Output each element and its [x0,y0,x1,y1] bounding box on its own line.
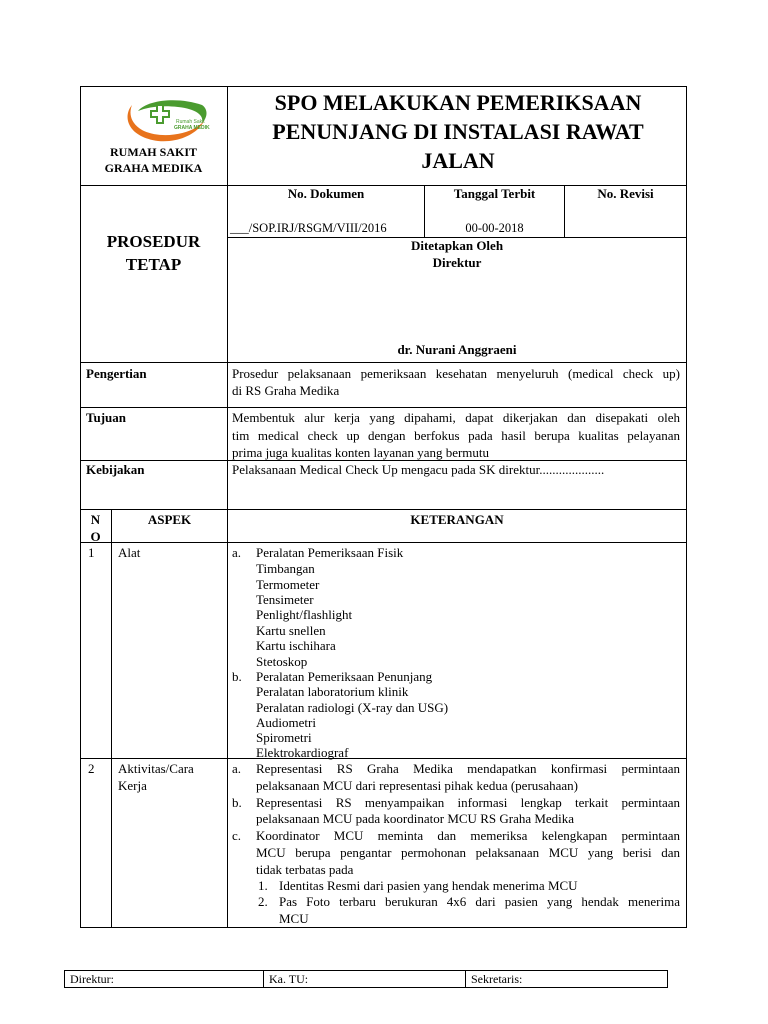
row2-n2-marker: 2. [258,894,268,909]
prosedur-tetap-line1: PROSEDUR [106,232,201,251]
no-dokumen-label: No. Dokumen [287,186,365,201]
header-no-line2: O [90,529,101,544]
list-item: Elektrokardiograf [256,745,349,760]
prosedur-tetap-line2: TETAP [125,255,182,274]
list-item: Penlight/flashlight [256,607,353,622]
hospital-name-line2: GRAHA MEDIKA [104,161,203,175]
no-dokumen-value: ___/SOP.IRJ/RSGM/VIII/2016 [230,221,387,235]
footer-ka-tu: Ka. TU: [269,972,309,986]
hospital-name-line1: RUMAH SAKIT [109,145,197,159]
list-item: Timbangan [256,561,315,576]
col-divider-no [111,509,112,928]
ditetapkan-oleh: Ditetapkan Oleh [410,238,504,253]
row-line-pengertian [80,407,687,408]
row2-c-line2: MCU berupa pengantar permohonan pelaksanaan MCU yang berisi dan [256,845,680,860]
header-no-line1: N [90,512,101,527]
table-border-right [686,86,687,928]
row2-n1-line1: Identitas Resmi dari pasien yang hendak menerima MCU [279,878,578,893]
row1-aspek: Alat [118,545,141,560]
row2-aspek-line1: Aktivitas/Cara [118,761,194,776]
list-item: Kartu ischihara [256,638,336,653]
kebijakan-text: Pelaksanaan Medical Check Up mengacu pada SK direktur.................... [232,462,605,477]
table-border-left [80,86,81,928]
col-divider-main [227,86,228,542]
hospital-logo [118,95,210,145]
tujuan-label: Tujuan [86,410,126,425]
row2-b-line1: Representasi RS menyampaikan informasi lengkap terkait permintaan [256,795,680,810]
row2-b-marker: b. [232,795,242,810]
list-item: Peralatan radiologi (X-ray dan USG) [256,700,449,715]
no-revisi-label: No. Revisi [597,186,654,201]
kebijakan-label: Kebijakan [86,462,145,477]
row-line-row1 [80,758,687,759]
row1-a-marker: a. [232,545,242,560]
svg-text:Rumah Sakit: Rumah Sakit [176,119,205,125]
table-border-bottom [80,927,687,928]
tanggal-terbit-label: Tanggal Terbit [453,186,536,201]
pengertian-line1: Prosedur pelaksanaan pemeriksaan kesehatan menyeluruh (medical check up) [232,366,680,381]
doc-title-line1: SPO MELAKUKAN PEMERIKSAAN [274,90,642,115]
pengertian-label: Pengertian [86,366,147,381]
row2-c-marker: c. [232,828,242,843]
svg-text:GRAHA MEDIKA: GRAHA MEDIKA [174,125,210,131]
row1-a-title: Peralatan Pemeriksaan Fisik [256,545,404,560]
row2-n2-line2: MCU [279,911,309,926]
col-divider-aspek [227,509,228,928]
row-line-prosedur [80,362,687,363]
list-item: Kartu snellen [256,623,326,638]
row2-n2-line1: Pas Foto terbaru berukuran 4x6 dari pasien yang hendak menerima [279,894,680,909]
row-line-kebijakan [80,509,687,510]
row-line-table-header [80,542,687,543]
hospital-logo-icon [118,95,210,145]
tanggal-terbit-value: 00-00-2018 [465,221,524,235]
row1-no: 1 [88,545,95,560]
doc-title-line2: PENUNJANG DI INSTALASI RAWAT [272,119,644,144]
tujuan-line2: tim medical check up dengan berfokus pada hasil berupa kualitas pelayanan [232,428,680,443]
row2-a-line1: Representasi RS Graha Medika mendapatkan konfirmasi permintaan [256,761,680,776]
header-aspek: ASPEK [147,512,192,527]
tujuan-line1: Membentuk alur kerja yang dipahami, dapat dikerjakan dan disepakati oleh [232,410,680,425]
tujuan-line3: prima juga kualitas konten layanan yang bermutu [232,445,490,460]
list-item: Stetoskop [256,654,308,669]
row2-c-line3: tidak terbatas pada [256,862,354,877]
table-border-top [80,86,687,87]
list-item: Spirometri [256,730,312,745]
list-item: Termometer [256,577,320,592]
director-name: dr. Nurani Anggraeni [397,342,517,357]
doc-title-line3: JALAN [421,148,495,173]
footer-sekretaris: Sekretaris: [471,972,523,986]
row2-aspek-line2: Kerja [118,778,147,793]
row2-c-line1: Koordinator MCU meminta dan memeriksa kelengkapan permintaan [256,828,680,843]
row2-a-line2: pelaksanaan MCU dari representasi pihak kedua (perusahaan) [256,778,578,793]
footer-signature-table [64,970,668,988]
row2-b-line2: pelaksanaan MCU pada koordinator MCU RS Graha Medika [256,811,575,826]
row2-a-marker: a. [232,761,242,776]
header-keterangan: KETERANGAN [410,512,504,527]
row2-n1-marker: 1. [258,878,268,893]
pengertian-line2: di RS Graha Medika [232,383,340,398]
row1-b-title: Peralatan Pemeriksaan Penunjang [256,669,433,684]
list-item: Peralatan laboratorium klinik [256,684,409,699]
list-item: Tensimeter [256,592,314,607]
list-item: Audiometri [256,715,316,730]
row1-b-marker: b. [232,669,242,684]
direktur-title: Direktur [432,255,482,270]
row2-no: 2 [88,761,95,776]
footer-direktur: Direktur: [70,972,114,986]
row-line-tujuan [80,460,687,461]
